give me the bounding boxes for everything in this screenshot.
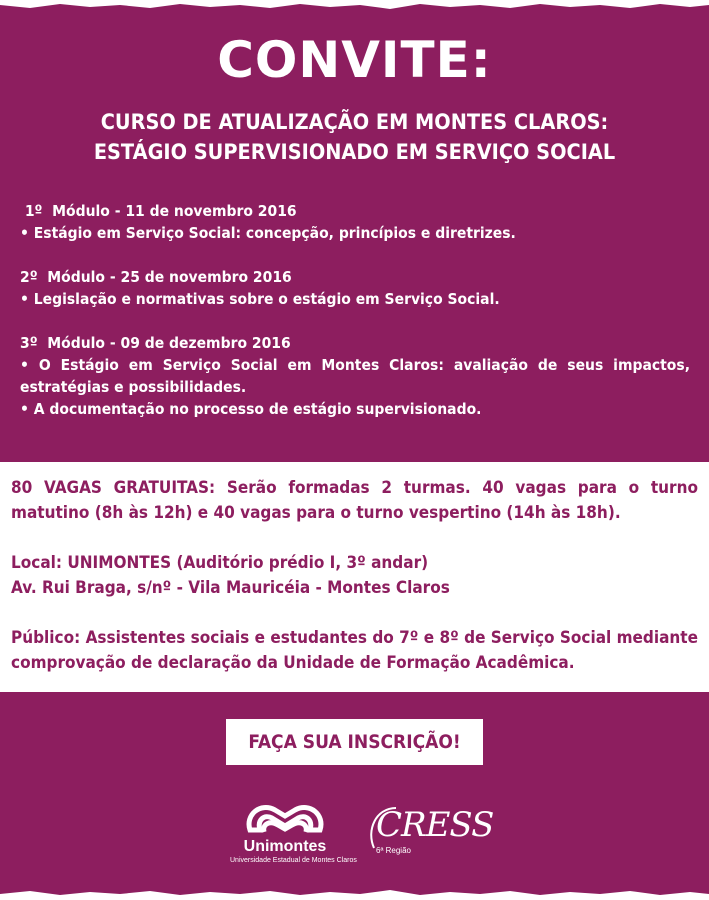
info-band [0,462,709,692]
location-line-1: Local: UNIMONTES (Auditório prédio I, 3º andar) [11,553,429,573]
module-2 [20,266,690,310]
unimontes-name: Unimontes [243,838,327,855]
course-subtitle [28,107,680,167]
page-title: CONVITE: [217,31,492,89]
subtitle-line-1: CURSO DE ATUALIZAÇÃO EM MONTES CLAROS: [100,110,609,134]
cress-logo [366,800,494,860]
module-heading: 2º Módulo - 25 de novembro 2016 [20,268,292,286]
module-topic: • Legislação e normativas sobre o estágio em Serviço Social. [20,290,500,308]
modules-list [20,200,690,442]
register-button[interactable]: FAÇA SUA INSCRIÇÃO! [226,719,483,765]
module-topic: • Estágio em Serviço Social: concepção, princípios e diretrizes. [20,224,516,242]
module-topic: • O Estágio em Serviço Social em Montes Claros: avaliação de seus impactos, estratégias e possibilidades. [20,356,690,396]
location-line-2: Av. Rui Braga, s/nº - Vila Mauricéia - Montes Claros [11,578,450,598]
subtitle-line-2: ESTÁGIO SUPERVISIONADO EM SERVIÇO SOCIAL [93,140,616,164]
torn-edge-bottom [0,886,709,900]
cress-region: 6ª Região [376,846,411,855]
location-text [11,551,698,601]
unimontes-logo [230,790,357,870]
unimontes-subtitle: Universidade Estadual de Montes Claros [230,857,357,864]
module-topic: • A documentação no processo de estágio supervisionado. [20,400,482,418]
unimontes-logo-icon [230,790,340,840]
audience-text: Público: Assistentes sociais e estudantes do 7º e 8º de Serviço Social mediante comprovação de declaração da Unidade de Formação Acadêmica. [11,628,698,673]
module-heading: 1º Módulo - 11 de novembro 2016 [20,202,297,220]
torn-edge-top [0,0,709,14]
module-heading: 3º Módulo - 09 de dezembro 2016 [20,334,291,352]
module-3 [20,332,690,420]
module-1 [20,200,690,244]
vacancies-text: 80 VAGAS GRATUITAS: Serão formadas 2 turmas. 40 vagas para o turno matutino (8h às 12h) e 40 vagas para o turno vespertino (14h às 18h). [11,478,698,523]
cress-name: CRESS [376,805,494,845]
